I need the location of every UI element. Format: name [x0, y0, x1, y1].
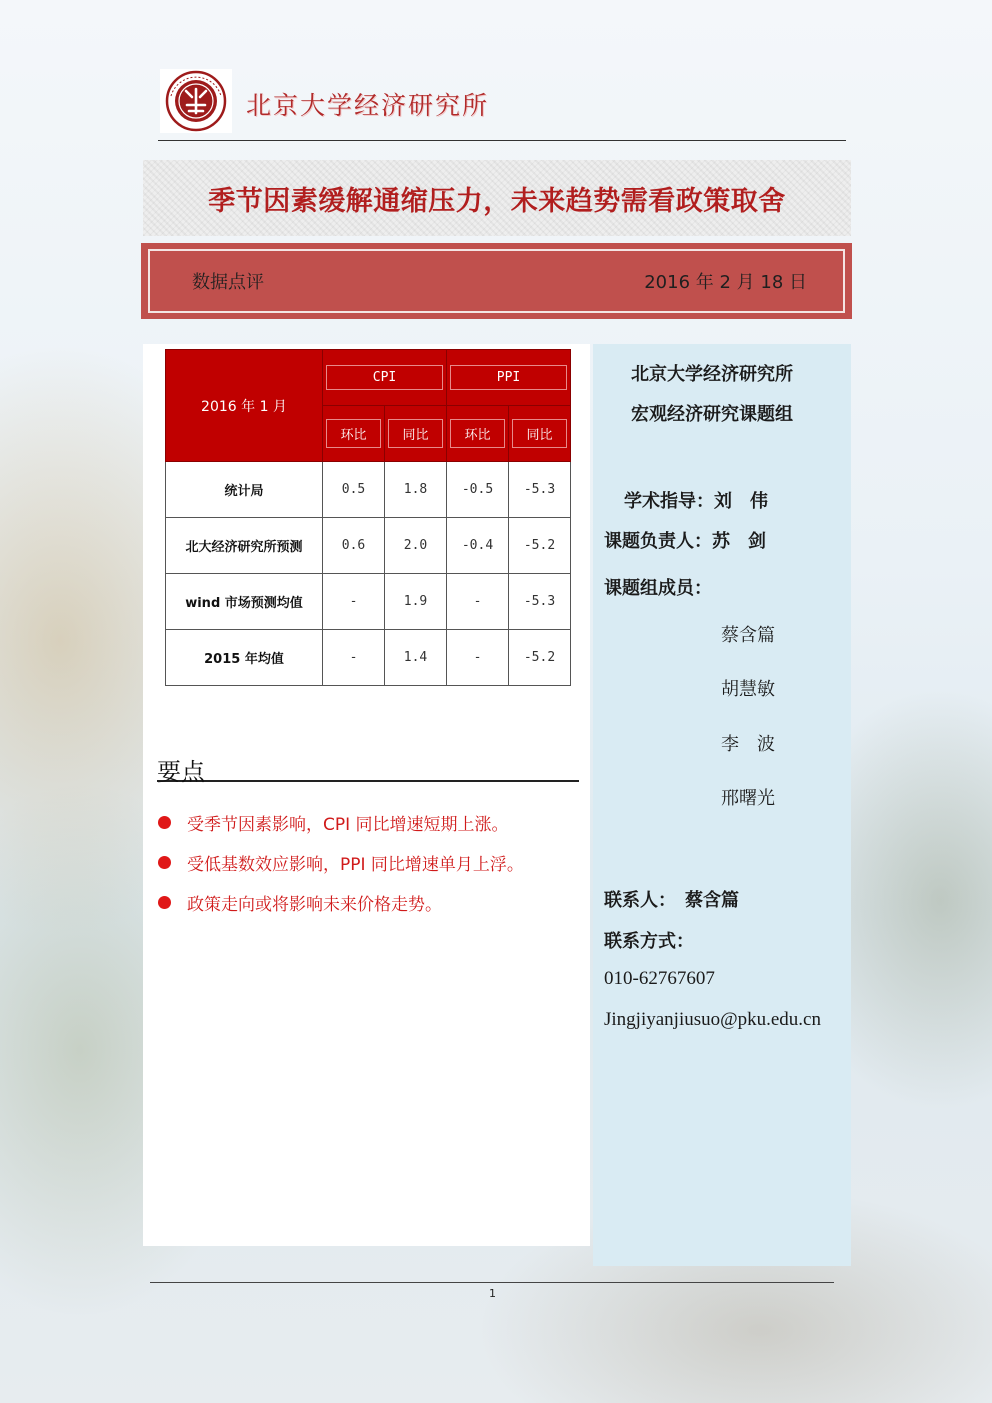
table-cell: -0.5 [447, 462, 509, 518]
table-cell: -5.3 [509, 574, 571, 630]
panel-phone: 010-62767607 [604, 968, 715, 989]
report-title: 季节因素缓解通缩压力，未来趋势需看政策取舍 [208, 185, 786, 217]
table-cell: -5.2 [509, 630, 571, 686]
table-cell: - [323, 574, 385, 630]
table-cell: 0.5 [323, 462, 385, 518]
key-points-heading: 要点 [157, 752, 579, 782]
title-band [143, 160, 851, 236]
table-cell: 1.4 [385, 630, 447, 686]
panel-member: 李 波 [721, 734, 775, 755]
table-cell: - [323, 630, 385, 686]
panel-member: 胡慧敏 [721, 679, 775, 700]
table-row [166, 630, 571, 686]
table-row [166, 462, 571, 518]
panel-member: 邢曙光 [721, 788, 775, 809]
banner-inner [148, 249, 845, 313]
brand-name: 北京大学经济研究所 [246, 91, 490, 120]
university-logo [160, 69, 232, 133]
panel-lead: 课题负责人：苏 剑 [604, 531, 766, 552]
bullet-icon [158, 816, 171, 829]
seal-icon [160, 69, 232, 133]
table-group-label: PPI [450, 365, 567, 390]
row-label: 统计局 [166, 462, 323, 518]
list-item [158, 802, 590, 842]
table-cell: -5.3 [509, 462, 571, 518]
table-cell: -0.4 [447, 518, 509, 574]
footer-divider [150, 1282, 834, 1283]
table-row [166, 518, 571, 574]
key-points-list [158, 802, 590, 922]
table-cell: 1.8 [385, 462, 447, 518]
table-subheader [447, 406, 509, 462]
table-subheader [509, 406, 571, 462]
table-cell: 2.0 [385, 518, 447, 574]
report-type: 数据点评 [192, 272, 264, 293]
panel-org: 北京大学经济研究所 [631, 364, 793, 385]
table-cell: 1.9 [385, 574, 447, 630]
subheader-label: 同比 [512, 419, 567, 448]
table-corner-label: 2016 年 1 月 [201, 398, 287, 415]
key-point-text: 政策走向或将影响未来价格走势。 [187, 894, 442, 915]
table-group-label: CPI [326, 365, 443, 390]
table-subheader [385, 406, 447, 462]
table-row [166, 574, 571, 630]
table-cell: 0.6 [323, 518, 385, 574]
key-point-text: 受低基数效应影响，PPI 同比增速单月上浮。 [187, 854, 524, 875]
research-team-panel [593, 344, 851, 1266]
report-date: 2016 年 2 月 18 日 [644, 272, 807, 293]
key-point-text: 受季节因素影响，CPI 同比增速短期上涨。 [187, 814, 509, 835]
subheader-label: 同比 [388, 419, 443, 448]
panel-group: 宏观经济研究课题组 [631, 404, 793, 425]
table-cell: -5.2 [509, 518, 571, 574]
bullet-icon [158, 896, 171, 909]
table-cell: - [447, 574, 509, 630]
row-label: 北大经济研究所预测 [166, 518, 323, 574]
page-number: 1 [489, 1287, 496, 1300]
panel-email[interactable]: Jingjiyanjiusuo@pku.edu.cn [604, 1009, 821, 1030]
row-label: wind 市场预测均值 [166, 574, 323, 630]
row-label: 2015 年均值 [166, 630, 323, 686]
panel-advisor: 学术指导：刘 伟 [624, 491, 768, 512]
table-corner-cell [166, 350, 323, 462]
panel-contact-person: 联系人： 蔡含篇 [604, 890, 739, 911]
panel-contact-method: 联系方式： [604, 931, 694, 952]
bullet-icon [158, 856, 171, 869]
subheader-label: 环比 [326, 419, 381, 448]
table-cell: - [447, 630, 509, 686]
table-subheader [323, 406, 385, 462]
header-divider [158, 140, 846, 141]
panel-member: 蔡含篇 [721, 625, 775, 646]
table-group-cpi [323, 350, 447, 406]
price-data-table [165, 349, 571, 686]
list-item [158, 882, 590, 922]
panel-members-label: 课题组成员： [604, 578, 712, 599]
list-item [158, 842, 590, 882]
subheader-label: 环比 [450, 419, 505, 448]
report-banner [141, 243, 852, 319]
table-group-ppi [447, 350, 571, 406]
